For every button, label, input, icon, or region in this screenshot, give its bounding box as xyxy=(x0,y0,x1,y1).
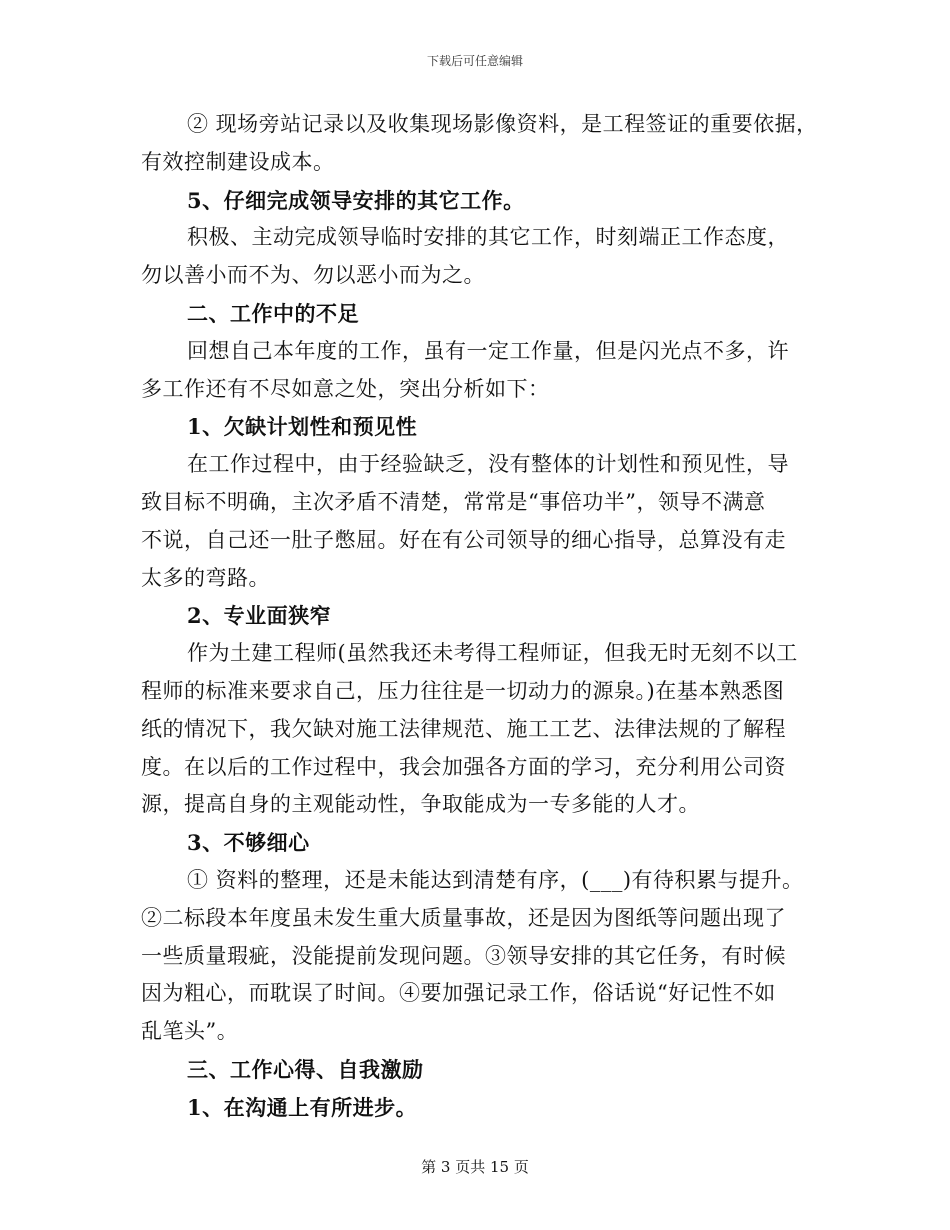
document-body xyxy=(141,106,818,1127)
section-heading: 1、在沟通上有所进步。 xyxy=(187,1094,418,1120)
section-heading: 二、工作中的不足 xyxy=(187,300,359,326)
header-note: 下载后可任意编辑 xyxy=(426,54,523,68)
paragraph-line: 致目标不明确，主次矛盾不清楚，常常是“事倍功半”，领导不满意 xyxy=(141,489,766,514)
paragraph-line: 作为土建工程师(虽然我还未考得工程师证，但我无时无刻不以工 xyxy=(187,641,798,666)
paragraph-line: 源，提高自身的主观能动性，争取能成为一专多能的人才。 xyxy=(141,792,700,817)
paragraph-line: 太多的弯路。 xyxy=(141,565,270,590)
paragraph-line: 纸的情况下，我欠缺对施工法律规范、施工工艺、法律法规的了解程 xyxy=(141,716,786,741)
paragraph-line: 度。在以后的工作过程中，我会加强各方面的学习，充分利用公司资 xyxy=(141,754,786,779)
section-heading: 3、不够细心 xyxy=(187,830,310,856)
paragraph-line: 程师的标准来要求自己，压力往往是一切动力的源泉。)在基本熟悉图 xyxy=(141,678,785,703)
paragraph-line: 在工作过程中，由于经验缺乏，没有整体的计划性和预见性，导 xyxy=(187,452,789,477)
paragraph-line: 回想自己本年度的工作，虽有一定工作量，但是闪光点不多，许 xyxy=(187,338,789,363)
paragraph-line: 一些质量瑕疵，没能提前发现问题。③领导安排的其它任务，有时候 xyxy=(141,943,786,968)
paragraph-line: 不说，自己还一肚子憋屈。好在有公司领导的细心指导，总算没有走 xyxy=(141,527,786,552)
section-heading: 1、欠缺计划性和预见性 xyxy=(187,414,418,440)
paragraph-line: 积极、主动完成领导临时安排的其它工作，时刻端正工作态度， xyxy=(187,225,789,250)
page-number: 第 3 页共 15 页 xyxy=(421,1158,529,1176)
section-heading: 2、专业面狭窄 xyxy=(187,603,332,629)
paragraph-line: ② 现场旁站记录以及收集现场影像资料，是工程签证的重要依据， xyxy=(187,112,818,136)
paragraph-line: ②二标段本年度虽未发生重大质量事故，还是因为图纸等问题出现了 xyxy=(141,905,786,930)
paragraph-line: 有效控制建设成本。 xyxy=(141,149,335,174)
paragraph-line: 因为粗心，而耽误了时间。④要加强记录工作，俗话说“好记性不如 xyxy=(141,981,776,1006)
paragraph-line: 多工作还有不尽如意之处，突出分析如下： xyxy=(141,376,550,401)
paragraph-line: 乱笔头”。 xyxy=(141,1019,239,1044)
section-heading: 三、工作心得、自我激励 xyxy=(187,1056,424,1082)
paragraph-line: 勿以善小而不为、勿以恶小而为之。 xyxy=(141,263,485,288)
paragraph-line: ① 资料的整理，还是未能达到清楚有序，(___)有待积累与提升。 xyxy=(187,867,804,892)
section-heading: 5、仔细完成领导安排的其它工作。 xyxy=(187,187,525,213)
